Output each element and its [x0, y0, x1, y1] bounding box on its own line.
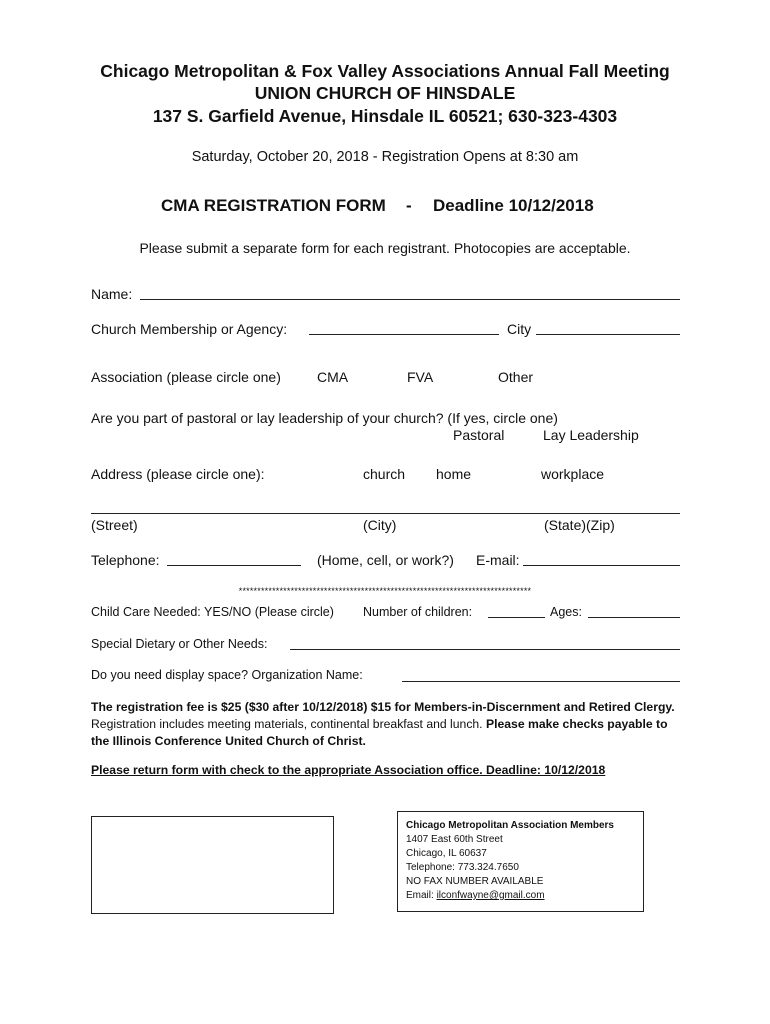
mailing-email-link[interactable]: ilconfwayne@gmail.com	[436, 890, 545, 901]
separator-stars: *******************************************************************************	[238, 586, 532, 596]
church-field[interactable]	[309, 334, 499, 335]
mailing-email-line	[406, 889, 614, 903]
mailing-telephone: Telephone: 773.324.7650	[406, 862, 519, 873]
instructions: Please submit a separate form for each registrant. Photocopies are acceptable.	[139, 240, 631, 256]
association-label: Association (please circle one)	[91, 369, 281, 385]
organization-name-field[interactable]	[402, 681, 680, 682]
ages-label: Ages:	[550, 605, 582, 619]
city-sublabel: (City)	[363, 517, 397, 533]
association-option-fva[interactable]: FVA	[407, 369, 434, 385]
association-option-cma[interactable]: CMA	[317, 369, 349, 385]
city-label: City	[507, 321, 532, 337]
display-space-label: Do you need display space? Organization Name:	[91, 668, 363, 682]
form-title-dash: -	[406, 196, 412, 215]
telephone-label: Telephone:	[91, 552, 160, 568]
event-date: Saturday, October 20, 2018 - Registration Opens at 8:30 am	[191, 149, 579, 165]
child-care-label: Child Care Needed: YES/NO (Please circle)	[91, 605, 334, 619]
address-option-workplace[interactable]: workplace	[541, 466, 605, 482]
email-label: E-mail:	[476, 552, 520, 568]
phone-type-label: (Home, cell, or work?)	[317, 552, 454, 568]
association-option-other[interactable]: Other	[498, 369, 534, 385]
num-children-field[interactable]	[488, 617, 545, 618]
name-field[interactable]	[140, 299, 680, 300]
email-field[interactable]	[523, 565, 680, 566]
church-label: Church Membership or Agency:	[91, 321, 288, 337]
mailing-org: Chicago Metropolitan Association Members	[406, 820, 614, 831]
dietary-field[interactable]	[290, 649, 680, 650]
address-option-church[interactable]: church	[363, 466, 406, 482]
fee-normal-text: Registration includes meeting materials, continental breakfast and lunch.	[91, 717, 483, 731]
return-note: Please return form with check to the appropriate Association office. Deadline: 10/12/2018	[91, 763, 606, 777]
street-label: (Street)	[91, 517, 138, 533]
fee-paragraph	[91, 699, 685, 750]
leadership-question: Are you part of pastoral or lay leadership of your church? (If yes, circle one)	[91, 410, 558, 426]
telephone-field[interactable]	[167, 565, 301, 566]
header-title: Chicago Metropolitan & Fox Valley Associations Annual Fall Meeting	[100, 61, 670, 81]
state-zip-label: (State)(Zip)	[544, 517, 615, 533]
address-field[interactable]	[91, 513, 680, 514]
mailing-city: Chicago, IL 60637	[406, 848, 487, 859]
form-title: CMA REGISTRATION FORM	[161, 196, 386, 215]
fee-payable-text: Please make checks payable to the Illinois Conference United Church of Christ.	[91, 717, 668, 748]
address-label: Address (please circle one):	[91, 466, 265, 482]
header-church: UNION CHURCH OF HINSDALE	[254, 83, 516, 103]
fee-bold-text: The registration fee is $25 ($30 after 10/12/2018) $15 for Members-in-Discernment and Retired Clergy.	[91, 700, 675, 714]
num-children-label: Number of children:	[363, 605, 473, 619]
mailing-fax: NO FAX NUMBER AVAILABLE	[406, 876, 544, 887]
leadership-option-lay[interactable]: Lay Leadership	[543, 427, 639, 443]
mailing-email-label: Email:	[406, 890, 437, 901]
header-address: 137 S. Garfield Avenue, Hinsdale IL 60521; 630-323-4303	[152, 106, 618, 126]
address-option-home[interactable]: home	[436, 466, 472, 482]
dietary-label: Special Dietary or Other Needs:	[91, 637, 268, 651]
mailing-street: 1407 East 60th Street	[406, 834, 503, 845]
office-use-box	[91, 816, 334, 914]
name-label: Name:	[91, 286, 133, 302]
leadership-option-pastoral[interactable]: Pastoral	[453, 427, 505, 443]
ages-field[interactable]	[588, 617, 680, 618]
form-deadline: Deadline 10/12/2018	[433, 196, 594, 215]
mailing-address-box	[397, 811, 644, 912]
city-field[interactable]	[536, 334, 680, 335]
